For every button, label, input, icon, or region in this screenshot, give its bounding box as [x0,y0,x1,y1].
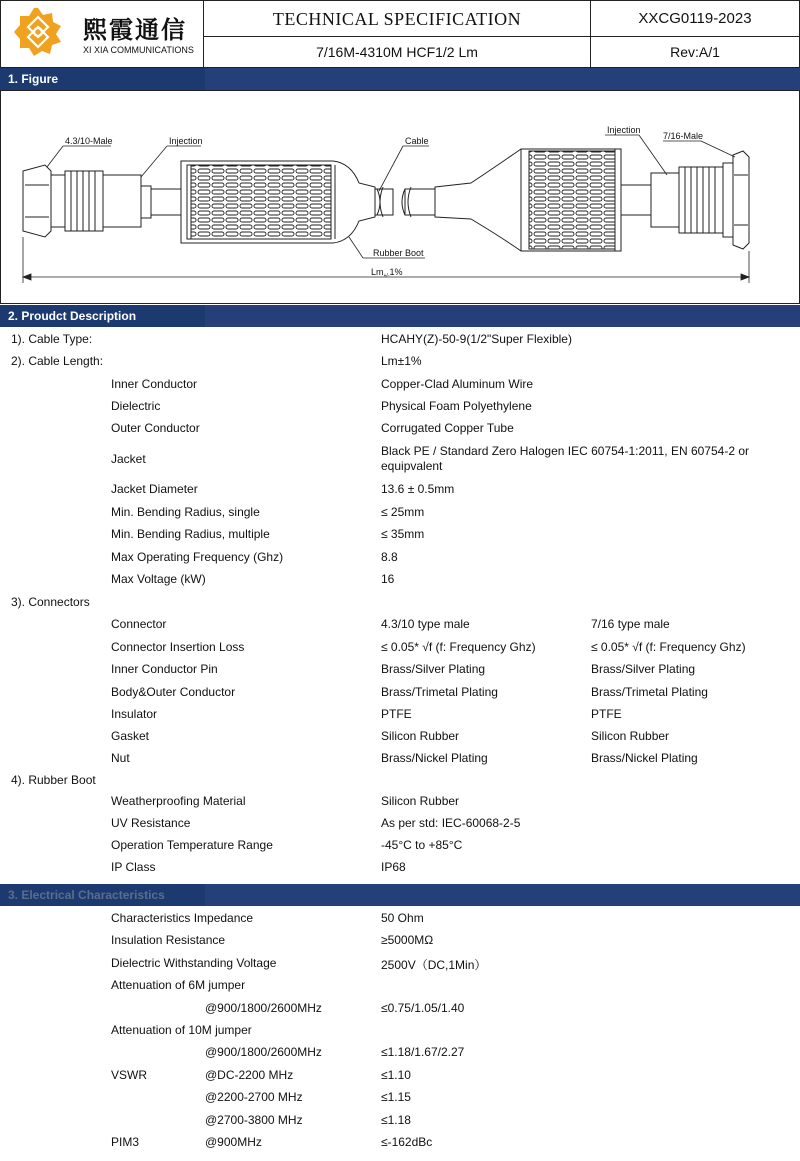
spec-value: Brass/Silver Plating [381,662,486,676]
spec-value: HCAHY(Z)-50-9(1/2"Super Flexible) [381,332,572,346]
spec-condition: @2200-2700 MHz [205,1090,303,1104]
section-figure-header [0,68,800,90]
spec-value: PTFE [381,707,412,721]
spec-value: 13.6 ± 0.5mm [381,482,455,496]
spec-value: As per std: IEC-60068-2-5 [381,816,521,830]
spec-label: Outer Conductor [111,421,200,435]
spec-label: Characteristics Impedance [111,911,254,925]
spec-label: Connector [111,617,167,631]
label-left-injection: Injection [169,136,203,146]
spec-value: 50 Ohm [381,911,424,925]
spec-label: Max Operating Frequency (Ghz) [111,550,284,564]
spec-label: VSWR [111,1068,147,1082]
spec-label: Gasket [111,729,150,743]
spec-label: Body&Outer Conductor [111,685,236,699]
section-electrical-header [0,884,800,906]
spec-value: IP68 [381,860,406,874]
spec-label: Insulator [111,707,158,721]
spec-label: Nut [111,751,130,765]
spec-condition: @DC-2200 MHz [205,1068,294,1082]
spec-value: 8.8 [381,550,398,564]
spec-label: Max Voltage (kW) [111,572,206,586]
spec-value: ≤ 35mm [381,527,425,541]
spec-value: Physical Foam Polyethylene [381,399,532,413]
spec-label: 1). Cable Type: [11,332,93,346]
spec-label: 4). Rubber Boot [11,773,96,787]
section-product-header [0,305,800,327]
spec-value: ≤1.18/1.67/2.27 [381,1045,465,1059]
brand-name-cn: 熙霞通信 [83,16,187,44]
spec-value: Brass/Trimetal Plating [591,685,708,699]
spec-value: Black PE / Standard Zero Halogen IEC 60754-1:2011, EN 60754-2 or equipvalent [381,444,749,473]
jumper-drawing [1,91,799,303]
spec-value: ≤-162dBc [381,1135,433,1149]
spec-value: Brass/Trimetal Plating [381,685,498,699]
spec-label: Inner Conductor Pin [111,662,218,676]
spec-value: 16 [381,572,395,586]
spec-value: ≤ 0.05* √f (f: Frequency Ghz) [591,640,746,654]
spec-value: Silicon Rubber [381,729,460,743]
spec-value: Brass/Silver Plating [591,662,696,676]
spec-value: ≤0.75/1.05/1.40 [381,1001,465,1015]
spec-condition: @900/1800/2600MHz [205,1001,322,1015]
spec-value: Silicon Rubber [591,729,670,743]
spec-value: ≤1.15 [381,1090,411,1104]
spec-label: Insulation Resistance [111,933,226,947]
spec-condition: @2700-3800 MHz [205,1113,303,1127]
brand-name-en: XI XIA COMMUNICATIONS [83,45,194,55]
spec-label: IP Class [111,860,156,874]
spec-value: Silicon Rubber [381,794,460,808]
spec-value: Brass/Nickel Plating [591,751,698,765]
spec-value: 4.3/10 type male [381,617,470,631]
spec-label: Dielectric Withstanding Voltage [111,956,277,970]
spec-label: Operation Temperature Range [111,838,273,852]
spec-label: 3). Connectors [11,595,90,609]
spec-value: ≤1.10 [381,1068,411,1082]
spec-label: Jacket [111,452,146,466]
revision: Rev:A/1 [670,44,720,60]
spec-label: PIM3 [111,1135,140,1149]
spec-label: Dielectric [111,399,161,413]
spec-value: -45°C to +85°C [381,838,463,852]
spec-condition: @900/1800/2600MHz [205,1045,322,1059]
document-title: TECHNICAL SPECIFICATION [204,1,591,37]
figure-area [0,90,800,304]
spec-value: 7/16 type male [591,617,670,631]
section-electrical-title: 3. Electrical Characteristics [8,888,165,902]
spec-value: ≤ 0.05* √f (f: Frequency Ghz) [381,640,536,654]
logo-cell [1,1,204,67]
spec-label: Connector Insertion Loss [111,640,245,654]
spec-label: UV Resistance [111,816,191,830]
spec-value: Brass/Nickel Plating [381,751,488,765]
spec-label: Jacket Diameter [111,482,198,496]
spec-label: 2). Cable Length: [11,354,104,368]
spec-value: Corrugated Copper Tube [381,421,514,435]
label-length: $Lm_{+/-}1\%$ [371,267,403,279]
label-cable: Cable [405,136,429,146]
section-product-title: 2. Proudct Description [8,309,137,323]
spec-value: ≥5000MΩ [381,933,434,947]
spec-label: Inner Conductor [111,377,198,391]
section-figure-title: 1. Figure [8,72,59,86]
company-logo-icon [13,7,63,57]
product-model: 7/16M-4310M HCF1/2 Lm [204,37,591,67]
spec-label: Attenuation of 10M jumper [111,1023,252,1037]
spec-label: Weatherproofing Material [111,794,246,808]
label-rubber-boot: Rubber Boot [373,248,424,258]
label-left-connector: 4.3/10-Male [65,136,113,146]
spec-value: Lm±1% [381,354,422,368]
spec-condition: @900MHz [205,1135,262,1149]
document-number: XXCG0119-2023 [591,1,799,37]
spec-value: PTFE [591,707,622,721]
label-right-connector: 7/16-Male [663,131,704,141]
spec-label: Min. Bending Radius, single [111,505,260,519]
spec-value: Copper-Clad Aluminum Wire [381,377,534,391]
spec-value: ≤ 25mm [381,505,425,519]
spec-label: Attenuation of 6M jumper [111,978,246,992]
label-right-injection: Injection [607,125,641,135]
spec-value: ≤1.18 [381,1113,411,1127]
document-header [0,0,800,68]
spec-label: Min. Bending Radius, multiple [111,527,270,541]
spec-value: 2500V（DC,1Min） [381,958,487,972]
